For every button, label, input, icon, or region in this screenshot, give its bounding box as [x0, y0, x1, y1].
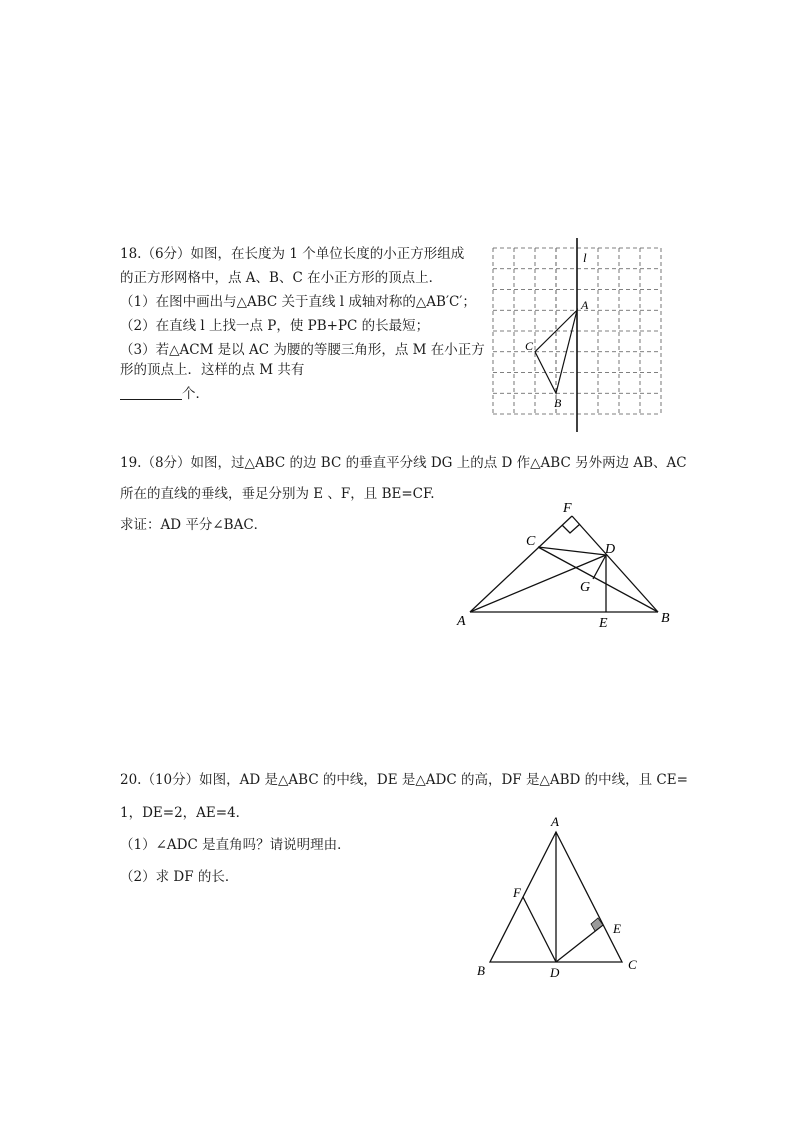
- label-b: B: [554, 396, 562, 410]
- seg-cb: [538, 547, 658, 612]
- label-a: A: [457, 614, 466, 629]
- q18-line3: （1）在图中画出与△ABC 关于直线 l 成轴对称的△AB′C′；: [120, 294, 476, 310]
- label-c: C: [526, 534, 536, 549]
- q20-line2: 1，DE=2，AE=4．: [120, 805, 250, 821]
- q18-line6: 形的顶点上．这样的点 M 共有: [120, 362, 305, 378]
- q20-figure: [470, 812, 650, 982]
- q18-line7-suffix: 个．: [182, 386, 209, 402]
- q19-line1: 19.（8分）如图，过△ABC 的边 BC 的垂直平分线 DG 上的点 D 作△ABC 另外两边 AB、AC: [120, 455, 687, 471]
- q18-line5: （3）若△ACM 是以 AC 为腰的等腰三角形，点 M 在小正方: [120, 342, 485, 358]
- seg-cd: [538, 547, 606, 555]
- q19-line2: 所在的直线的垂线，垂足分别为 E 、F，且 BE=CF.: [120, 486, 435, 502]
- label-d: D: [605, 542, 616, 557]
- label-c: C: [525, 339, 534, 353]
- q20-line1: 20.（10分）如图，AD 是△ABC 的中线，DE 是△ADC 的高，DF 是△ABD 的中线，且 CE=: [120, 772, 688, 788]
- q18-line1: 18.（6分）如图，在长度为 1 个单位长度的小正方形组成: [120, 246, 465, 262]
- label-g: G: [580, 580, 591, 595]
- label-b: B: [661, 611, 670, 626]
- label-a: A: [551, 814, 559, 829]
- label-f: F: [513, 885, 521, 900]
- answer-blank[interactable]: [120, 385, 182, 400]
- seg-af: [470, 516, 572, 612]
- q19-figure: [450, 494, 690, 634]
- label-e: E: [613, 921, 621, 936]
- label-e: E: [599, 616, 608, 631]
- seg-dg: [593, 555, 606, 579]
- label-b: B: [477, 963, 485, 978]
- q20-line3: （1）∠ADC 是直角吗？请说明理由．: [120, 837, 351, 853]
- q18-line7: [120, 384, 209, 404]
- q18-line4: （2）在直线 l 上找一点 P，使 PB+PC 的长最短；: [120, 318, 430, 334]
- label-a: A: [581, 298, 589, 312]
- q18-grid-figure: [488, 236, 664, 434]
- label-c: C: [628, 957, 637, 972]
- seg-df: [523, 897, 556, 962]
- q18-line2: 的正方形网格中，点 A、B、C 在小正方形的顶点上．: [120, 270, 443, 286]
- right-angle-f: [562, 524, 580, 533]
- label-l: l: [583, 250, 587, 265]
- label-d: D: [550, 965, 560, 980]
- q19-line3: 求证：AD 平分∠BAC．: [120, 517, 268, 533]
- q20-line4: （2）求 DF 的长．: [120, 869, 239, 885]
- label-f: F: [563, 501, 572, 516]
